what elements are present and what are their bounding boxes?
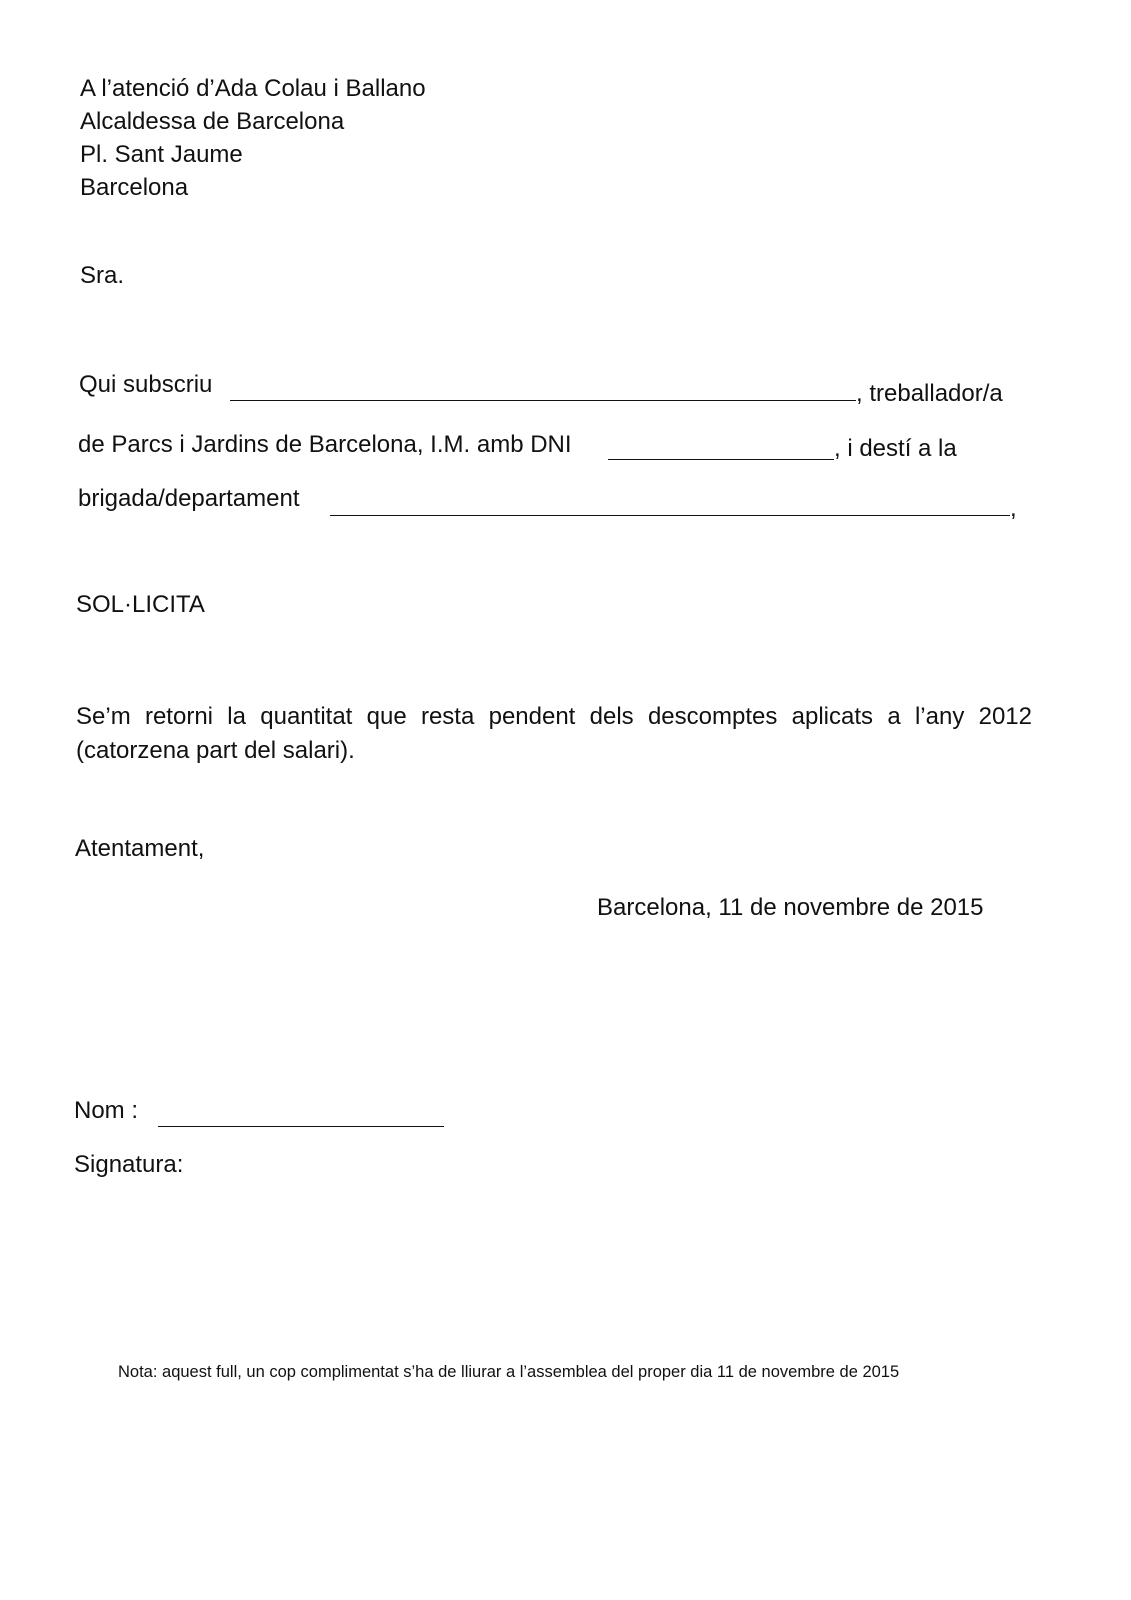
assignment-suffix: , i destí a la bbox=[834, 435, 957, 462]
footnote: Nota: aquest full, un cop complimentat s’ha de lliurar a l’assemblea del proper dia 11 de novembre de 2015 bbox=[118, 1363, 900, 1381]
request-heading: SOL·LICITA bbox=[76, 591, 205, 618]
salutation: Sra. bbox=[80, 262, 125, 289]
recipient-line-2: Alcaldessa de Barcelona bbox=[80, 108, 345, 135]
recipient-line-4: Barcelona bbox=[80, 174, 189, 201]
name-label: Nom : bbox=[74, 1097, 139, 1124]
recipient-line-1: A l’atenció d’Ada Colau i Ballano bbox=[80, 75, 426, 102]
place-date: Barcelona, 11 de novembre de 2015 bbox=[597, 894, 984, 921]
closing: Atentament, bbox=[75, 835, 205, 862]
worker-suffix: , treballador/a bbox=[856, 380, 1003, 407]
request-body: Se’m retorni la quantitat que resta pendent dels descomptes aplicats a l’any 2012 (catorzena part del salari). bbox=[76, 703, 1032, 764]
company-prefix: de Parcs i Jardins de Barcelona, I.M. amb DNI bbox=[78, 431, 572, 458]
signature-label: Signatura: bbox=[74, 1151, 184, 1178]
brigade-suffix: , bbox=[1010, 495, 1017, 522]
recipient-line-3: Pl. Sant Jaume bbox=[80, 141, 243, 168]
dni-field[interactable] bbox=[608, 459, 834, 460]
subscriber-label: Qui subscriu bbox=[79, 371, 213, 398]
name-field[interactable] bbox=[158, 1126, 444, 1127]
brigade-label: brigada/departament bbox=[78, 485, 300, 512]
brigade-field[interactable] bbox=[330, 515, 1010, 516]
subscriber-name-field[interactable] bbox=[230, 400, 856, 401]
